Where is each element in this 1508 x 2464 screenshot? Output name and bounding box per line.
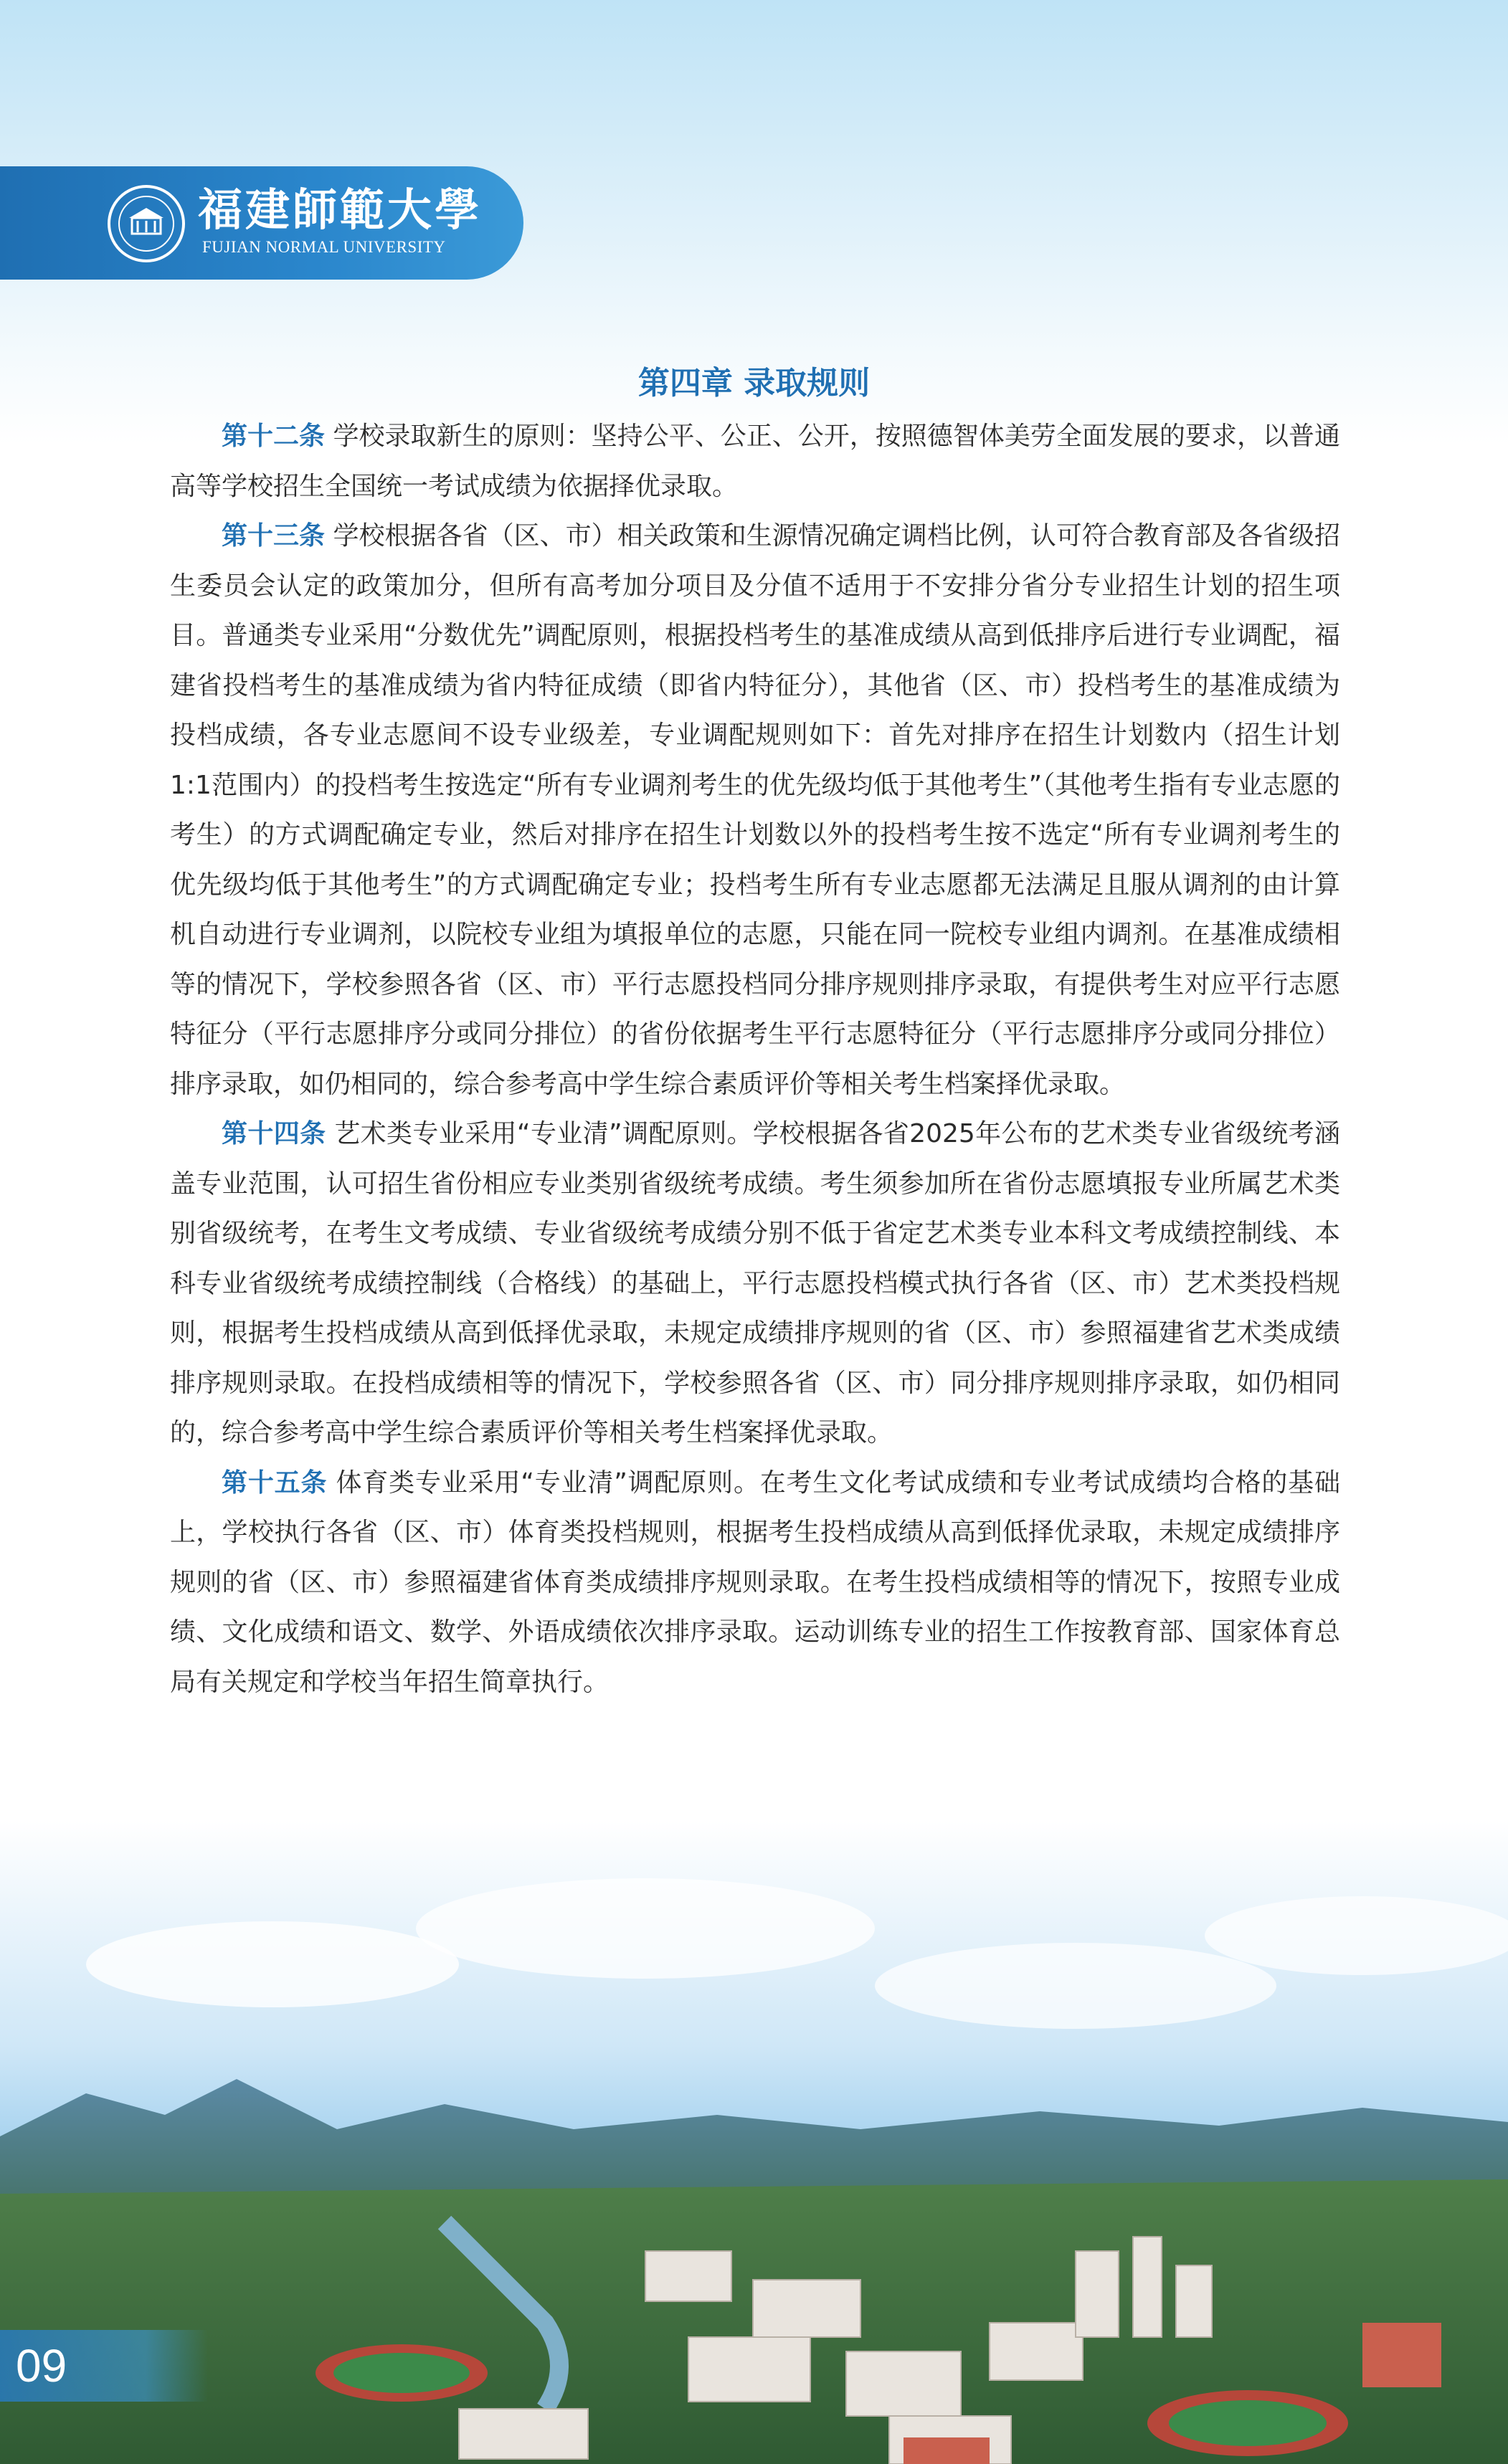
article-text: 体育类专业采用“专业清”调配原则。在考生文化考试成绩和专业考试成绩均合格的基础上，学校执行各省（区、市）体育类投档规则，根据考生投档成绩从高到低择优录取，未规定成绩排序规则的省（区、市）参照福建省体育类成绩排序规则录取。在考生投档成绩相等的情况下，按照专业成绩、文化成绩和语文、数学、外语成绩依次排序录取。运动训练专业的招生工作按教育部、国家体育总局有关规定和学校当年招生简章执行。	[170, 1468, 1340, 1697]
article-label: 第十五条	[222, 1468, 328, 1498]
article-15	[170, 1458, 1340, 1708]
article-label: 第十二条	[222, 422, 326, 451]
page-number-badge	[0, 2330, 208, 2402]
campus-aerial-photo	[0, 1821, 1508, 2464]
page-number: 09	[16, 2340, 67, 2392]
article-text: 艺术类专业采用“专业清”调配原则。学校根据各省2025年公布的艺术类专业省级统考涵盖专业范围，认可招生省份相应专业类别省级统考成绩。考生须参加所在省份志愿填报专业所属艺术类别省级统考，在考生文考成绩、专业省级统考成绩分别不低于省定艺术类专业本科文考成绩控制线、本科专业省级统考成绩控制线（合格线）的基础上，平行志愿投档模式执行各省（区、市）艺术类投档规则，根据考生投档成绩从高到低择优录取，未规定成绩排序规则的省（区、市）参照福建省艺术类成绩排序规则录取。在投档成绩相等的情况下，学校参照各省（区、市）同分排序规则排序录取，如仍相同的，综合参考高中学生综合素质评价等相关考生档案择优录取。	[170, 1119, 1340, 1447]
chapter-title: 第四章 录取规则	[637, 365, 871, 401]
article-text: 学校录取新生的原则：坚持公平、公正、公开，按照德智体美劳全面发展的要求，以普通高等学校招生全国统一考试成绩为依据择优录取。	[170, 422, 1340, 501]
article-13	[170, 511, 1340, 1109]
university-name-en: FUJIAN NORMAL UNIVERSITY	[202, 238, 446, 256]
university-seal-icon	[108, 185, 185, 262]
university-name-cn: 福建師範大學	[198, 184, 483, 236]
article-14	[170, 1109, 1340, 1458]
article-label: 第十三条	[222, 521, 326, 551]
article-12	[170, 412, 1340, 511]
article-body	[170, 412, 1340, 1707]
article-text: 学校根据各省（区、市）相关政策和生源情况确定调档比例，认可符合教育部及各省级招生委员会认定的政策加分，但所有高考加分项目及分值不适用于不安排分省分专业招生计划的招生项目。普通类专业采用“分数优先”调配原则，根据投档考生的基准成绩从高到低排序后进行专业调配，福建省投档考生的基准成绩为省内特征成绩（即省内特征分），其他省（区、市）投档考生的基准成绩为投档成绩，各专业志愿间不设专业级差，专业调配规则如下：首先对排序在招生计划数内（招生计划1:1范围内）的投档考生按选定“所有专业调剂考生的优先级均低于其他考生”（其他考生指有专业志愿的考生）的方式调配确定专业，然后对排序在招生计划数以外的投档考生按不选定“所有专业调剂考生的优先级均低于其他考生”的方式调配确定专业；投档考生所有专业志愿都无法满足且服从调剂的由计算机自动进行专业调剂，以院校专业组为填报单位的志愿，只能在同一院校专业组内调剂。在基准成绩相等的情况下，学校参照各省（区、市）平行志愿投档同分排序规则排序录取，有提供考生对应平行志愿特征分（平行志愿排序分或同分排位）的省份依据考生平行志愿特征分（平行志愿排序分或同分排位）排序录取，如仍相同的，综合参考高中学生综合素质评价等相关考生档案择优录取。	[170, 521, 1340, 1099]
article-label: 第十四条	[222, 1119, 326, 1148]
